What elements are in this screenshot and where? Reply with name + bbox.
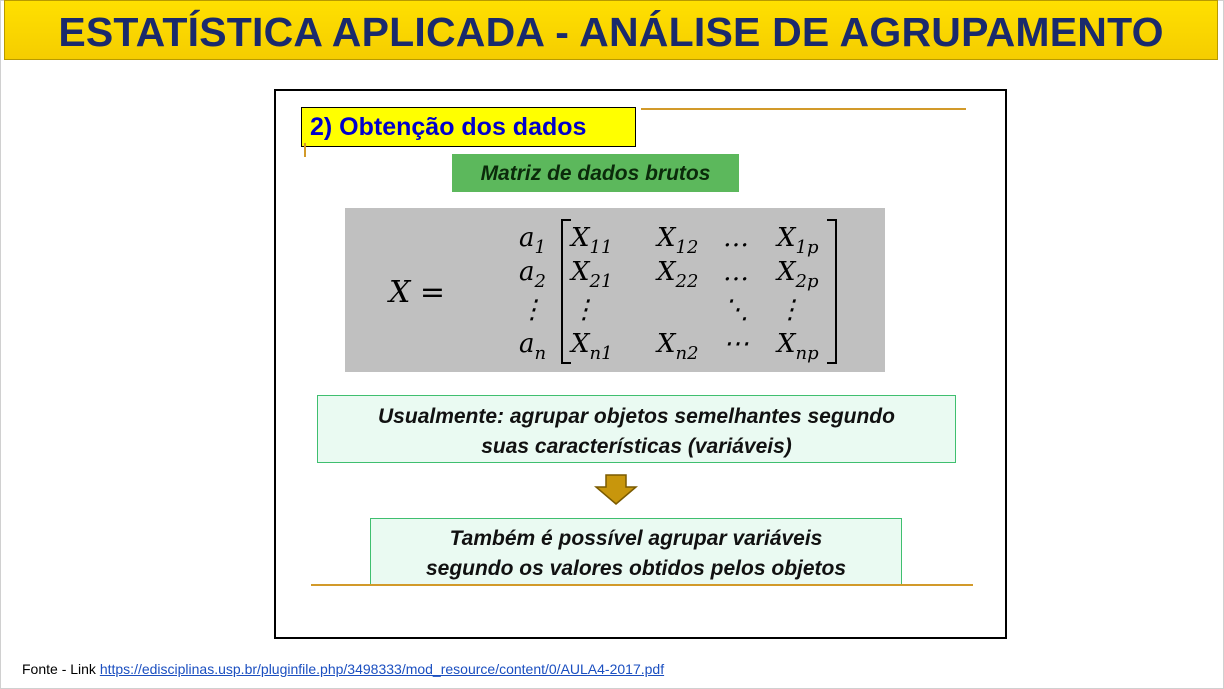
matrix-cell-sub: 12 (675, 237, 699, 258)
matrix-cell-base: X (777, 223, 796, 253)
matrix-cell-sub: 22 (675, 271, 699, 292)
row-label (519, 257, 546, 292)
matrix-cell (723, 223, 749, 253)
page-title: ESTATÍSTICA APLICADA - ANÁLISE DE AGRUPAMENTO (58, 9, 1164, 55)
matrix-cell (655, 329, 699, 364)
matrix-cell (775, 329, 819, 364)
matrix-cell-base: X (571, 329, 590, 359)
matrix-cell-base: … (723, 223, 749, 253)
matrix-cell (723, 257, 749, 287)
row-label-sub: 1 (534, 237, 546, 258)
matrix-cell (723, 329, 749, 359)
also-text (371, 524, 901, 584)
matrix-cell-base: X (777, 257, 796, 287)
row-label-base: a (519, 223, 535, 253)
matrix-cell-base: X (657, 329, 676, 359)
row-label (519, 329, 546, 364)
note-line-2: suas características (variáveis) (481, 435, 792, 458)
also-line-2: segundo os valores obtidos pelos objetos (425, 557, 847, 580)
left-bracket (562, 220, 571, 363)
down-arrow-icon (594, 474, 638, 506)
section-title: 2) Obtenção dos dados (310, 113, 587, 141)
row-label-base: ⋮ (519, 295, 545, 325)
row-label-sub: n (534, 343, 547, 364)
also-line-1: Também é possível agrupar variáveis (449, 527, 823, 550)
section-title-box (301, 107, 636, 147)
note-box (317, 395, 956, 463)
matrix-cell (655, 223, 698, 258)
matrix-cell-base: X (657, 257, 676, 287)
source-prefix: Fonte - Link (22, 661, 100, 677)
matrix-cell-sub: n2 (675, 343, 699, 364)
note-line-1: Usualmente: agrupar objetos semelhantes segundo (378, 405, 895, 428)
matrix-cell (775, 257, 819, 292)
matrix-cell-base: X (657, 223, 676, 253)
matrix-formula (345, 208, 885, 372)
matrix-label: Matriz de dados brutos (480, 162, 711, 185)
matrix-cells (569, 223, 819, 364)
source-link[interactable]: https://edisciplinas.usp.br/pluginfile.php/3498333/mod_resource/content/0/AULA4-2017.pdf (99, 661, 665, 677)
matrix-cell (655, 257, 698, 292)
row-labels (519, 223, 546, 364)
matrix-lhs: X = (389, 275, 446, 310)
matrix-cell (723, 295, 749, 325)
matrix-cell-sub: 2p (795, 271, 819, 292)
matrix-cell (777, 295, 803, 325)
matrix-cell-base: X (777, 329, 796, 359)
matrix-cell (569, 257, 612, 292)
matrix-cell (775, 223, 819, 258)
note-text (318, 402, 955, 462)
matrix-cell-base: … (723, 257, 749, 287)
row-label (519, 295, 545, 325)
matrix-cell-sub: 21 (589, 271, 613, 292)
right-bracket (827, 220, 836, 363)
matrix-cell-base: ⋱ (723, 295, 749, 325)
row-label-base: a (519, 257, 535, 287)
left-tick (304, 143, 306, 157)
matrix-cell-base: ⋮ (777, 295, 803, 325)
matrix-cell-sub: 1p (795, 237, 819, 258)
matrix-cell-sub: np (795, 343, 819, 364)
header-bar (4, 0, 1218, 60)
bottom-divider (311, 584, 973, 586)
matrix-label-box (452, 154, 739, 192)
matrix-cell (569, 223, 612, 258)
row-label (519, 223, 546, 258)
row-label-base: a (519, 329, 535, 359)
top-divider (641, 108, 966, 110)
matrix-panel (345, 208, 885, 372)
source-line (22, 661, 664, 677)
matrix-cell-base: ⋮ (571, 295, 597, 325)
matrix-cell-sub: 11 (589, 237, 613, 258)
matrix-cell-sub: n1 (589, 343, 613, 364)
matrix-cell-base: X (571, 223, 590, 253)
matrix-cell-base: X (571, 257, 590, 287)
row-label-sub: 2 (534, 271, 546, 292)
also-box (370, 518, 902, 585)
slide (274, 89, 1007, 639)
matrix-cell (569, 329, 613, 364)
matrix-cell-base: ⋯ (723, 329, 749, 359)
matrix-cell (571, 295, 597, 325)
